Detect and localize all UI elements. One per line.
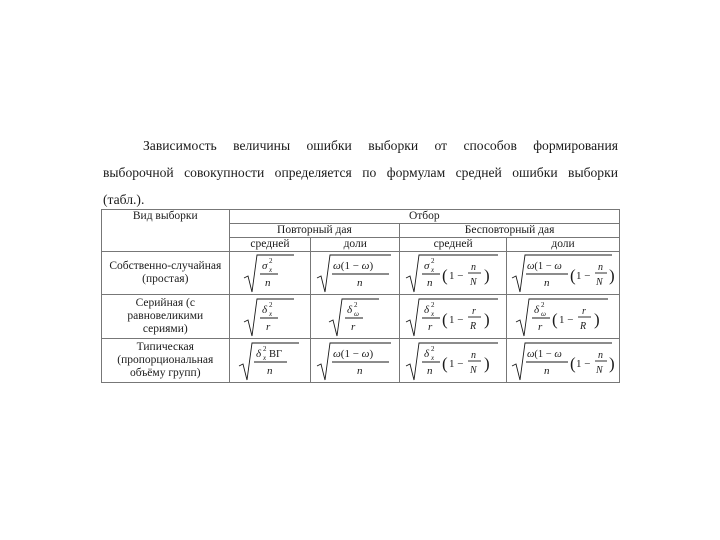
svg-text:δ: δ xyxy=(424,347,430,360)
svg-text:2: 2 xyxy=(431,344,435,353)
svg-text:): ) xyxy=(609,353,615,373)
svg-text:n: n xyxy=(264,277,271,289)
svg-text:2: 2 xyxy=(431,257,435,265)
formula-sqrt-omega-over-n xyxy=(315,252,395,294)
formula-rep-mean xyxy=(229,295,311,339)
formula-sqrt-delta-omega-over-r xyxy=(327,296,383,338)
svg-text:2: 2 xyxy=(541,300,545,309)
svg-text:ω(1 − ω: ω(1 − ω xyxy=(527,261,562,272)
row-label: Собственно-случайная (простая) xyxy=(109,260,222,285)
formula-sqrt-delta-n-N xyxy=(404,340,502,382)
svg-text:δ: δ xyxy=(347,303,353,316)
svg-text:ω: ω xyxy=(541,309,546,318)
header-nonrepeated-label: Бесповторный дая xyxy=(464,224,555,236)
svg-text:r: r xyxy=(428,320,433,333)
svg-text:ω(1 − ω: ω(1 − ω xyxy=(527,348,562,360)
svg-text:n: n xyxy=(598,262,604,273)
svg-text:): ) xyxy=(484,266,490,285)
svg-text:n: n xyxy=(598,349,604,361)
svg-text:n: n xyxy=(357,277,363,289)
svg-text:r: r xyxy=(582,305,586,317)
formula-sqrt-omega-over-n xyxy=(315,340,395,382)
paragraph-line-2: выборочной совокупности определяется по формулам средней ошибки выборки xyxy=(103,165,618,180)
svg-text:n: n xyxy=(357,364,363,377)
svg-text:r: r xyxy=(265,320,271,333)
formula-sqrt-sigma-n-N xyxy=(404,252,502,294)
sampling-error-table xyxy=(101,209,620,383)
svg-text:ВГ: ВГ xyxy=(268,348,283,360)
paragraph-line-1: Зависимость величины ошибки выборки от способов формирования xyxy=(143,138,618,153)
formula-rep-share xyxy=(311,339,400,383)
svg-text:x: x xyxy=(431,353,435,362)
header-nonrep-mean-label: средней xyxy=(433,238,473,250)
svg-text:r: r xyxy=(472,305,477,317)
header-selection xyxy=(229,210,619,224)
formula-rep-share xyxy=(311,295,400,339)
formula-sqrt-delta-vg-over-n xyxy=(237,340,303,382)
svg-text:δ: δ xyxy=(534,303,540,316)
svg-text:): ) xyxy=(484,309,490,329)
svg-text:(: ( xyxy=(570,266,576,285)
svg-text:ω(1 − ω): ω(1 − ω) xyxy=(333,347,374,360)
svg-text:r: r xyxy=(538,320,543,333)
svg-text:1 −: 1 − xyxy=(449,313,464,326)
svg-text:R: R xyxy=(470,320,477,332)
row-label: Серийная (с равновеликими сериями) xyxy=(127,297,204,335)
svg-text:1 −: 1 − xyxy=(559,313,574,326)
svg-text:R: R xyxy=(580,320,587,332)
formula-nonrep-mean xyxy=(400,295,507,339)
svg-text:ω(1 − ω): ω(1 − ω) xyxy=(333,260,374,272)
header-selection-label: Отбор xyxy=(408,210,440,222)
header-nonrep-share xyxy=(507,238,620,252)
svg-text:2: 2 xyxy=(354,300,358,309)
formula-nonrep-share xyxy=(507,339,620,383)
svg-text:σ: σ xyxy=(424,260,430,272)
svg-text:x: x xyxy=(268,266,273,274)
svg-text:N: N xyxy=(596,277,603,288)
svg-text:2: 2 xyxy=(262,344,267,353)
svg-text:): ) xyxy=(484,353,490,373)
svg-text:n: n xyxy=(427,277,433,289)
header-rep-mean-label: средней xyxy=(250,238,290,250)
formula-rep-share xyxy=(311,252,400,295)
svg-text:n: n xyxy=(471,262,477,273)
svg-text:δ: δ xyxy=(424,303,430,316)
svg-text:(: ( xyxy=(442,353,448,373)
header-repeated xyxy=(229,224,400,238)
svg-text:ω: ω xyxy=(354,309,360,318)
row-label: Типическая (пропорциональная объёму групп) xyxy=(117,341,214,379)
svg-text:(: ( xyxy=(570,353,576,373)
formula-rep-mean xyxy=(229,252,311,295)
header-nonrep-mean xyxy=(400,238,507,252)
header-nonrepeated xyxy=(400,224,620,238)
paragraph-line-3: (табл.). xyxy=(103,192,145,207)
header-repeated-label: Повторный дая xyxy=(277,224,352,236)
svg-text:N: N xyxy=(470,277,477,288)
svg-text:x: x xyxy=(262,353,267,362)
svg-text:2: 2 xyxy=(268,257,273,265)
svg-text:(: ( xyxy=(442,309,448,329)
svg-text:): ) xyxy=(609,266,615,285)
header-sample-type-label: Вид выборки xyxy=(132,210,198,222)
formula-sqrt-delta-over-r xyxy=(242,296,298,338)
svg-text:2: 2 xyxy=(431,300,435,309)
header-rep-mean xyxy=(229,238,311,252)
header-nonrep-share-label: доли xyxy=(551,238,575,250)
svg-text:1 −: 1 − xyxy=(449,357,464,370)
svg-text:δ: δ xyxy=(255,347,262,360)
formula-sqrt-omega-n-N xyxy=(510,252,616,294)
svg-text:(: ( xyxy=(442,266,448,285)
svg-text:x: x xyxy=(431,266,435,274)
header-rep-share-label: доли xyxy=(343,238,367,250)
svg-text:1 −: 1 − xyxy=(576,357,591,370)
table-row xyxy=(102,252,620,295)
svg-text:σ: σ xyxy=(261,260,268,272)
formula-nonrep-share xyxy=(507,252,620,295)
intro-paragraph xyxy=(103,132,618,213)
table-row xyxy=(102,339,620,383)
svg-text:1 −: 1 − xyxy=(449,270,464,282)
row-label-cell xyxy=(102,339,230,383)
header-rep-share xyxy=(311,238,400,252)
svg-text:): ) xyxy=(594,309,600,329)
formula-rep-mean xyxy=(229,339,311,383)
svg-text:n: n xyxy=(544,277,550,289)
svg-text:n: n xyxy=(266,364,273,377)
formula-sqrt-omega-n-N xyxy=(510,340,616,382)
table-row xyxy=(102,295,620,339)
svg-text:(: ( xyxy=(552,309,558,329)
svg-text:n: n xyxy=(427,364,433,377)
svg-text:1 −: 1 − xyxy=(576,270,591,282)
formula-nonrep-mean xyxy=(400,339,507,383)
svg-text:δ: δ xyxy=(261,303,268,316)
svg-text:x: x xyxy=(268,309,273,318)
row-label-cell xyxy=(102,295,230,339)
formula-nonrep-mean xyxy=(400,252,507,295)
svg-text:n: n xyxy=(544,364,550,377)
formula-sqrt-sigma-over-n xyxy=(242,252,298,294)
svg-text:x: x xyxy=(431,309,435,318)
row-label-cell xyxy=(102,252,230,295)
formula-sqrt-delta-r-R xyxy=(404,296,502,338)
svg-text:2: 2 xyxy=(268,300,273,309)
formula-sqrt-delta-omega-r-R xyxy=(514,296,612,338)
svg-text:N: N xyxy=(470,364,477,376)
svg-text:n: n xyxy=(471,349,477,361)
svg-text:N: N xyxy=(596,364,603,376)
formula-nonrep-share xyxy=(507,295,620,339)
svg-text:r: r xyxy=(351,320,356,333)
header-sample-type xyxy=(102,210,230,252)
